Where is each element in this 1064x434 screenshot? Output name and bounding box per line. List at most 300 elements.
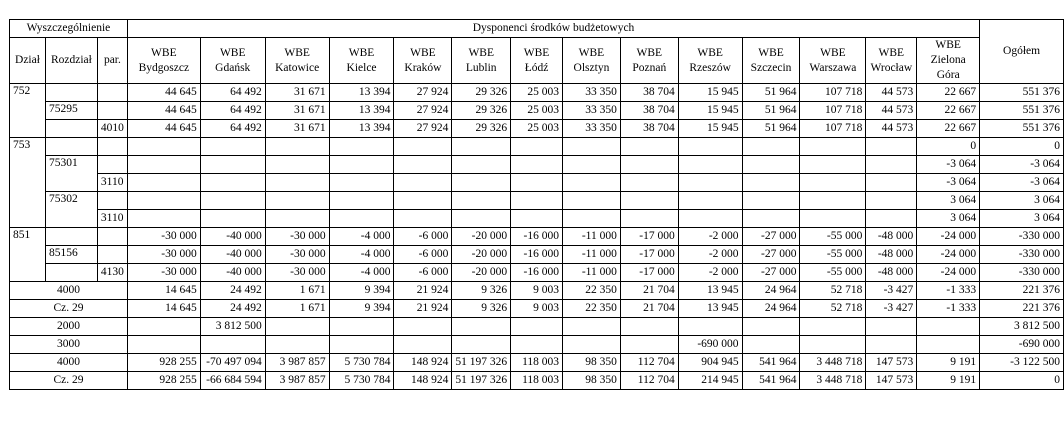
cell-value: 21 924 xyxy=(394,282,452,300)
cell-value: -20 000 xyxy=(452,228,511,246)
cell-value: -27 000 xyxy=(742,264,800,282)
cell-value xyxy=(800,210,866,228)
summary-label: 4000 xyxy=(10,282,128,300)
cell-value xyxy=(511,210,563,228)
cell-value: -30 000 xyxy=(265,228,329,246)
cell-value xyxy=(394,174,452,192)
cell-value xyxy=(394,336,452,354)
cell-value: -24 000 xyxy=(917,246,980,264)
cell-value xyxy=(265,336,329,354)
cell-value xyxy=(678,156,742,174)
cell-value: 24 492 xyxy=(200,282,265,300)
cell-value xyxy=(127,138,200,156)
cell-value: -70 497 094 xyxy=(200,354,265,372)
table-row xyxy=(10,84,1064,102)
cell-total: -330 000 xyxy=(980,228,1064,246)
cell-rozdzial xyxy=(45,264,97,282)
cell-value xyxy=(394,210,452,228)
cell-par xyxy=(97,102,127,120)
cell-value xyxy=(917,318,980,336)
cell-value: -30 000 xyxy=(265,246,329,264)
cell-value: -1 333 xyxy=(917,282,980,300)
cell-value xyxy=(452,318,511,336)
cell-total: 0 xyxy=(980,372,1064,390)
cell-rozdzial xyxy=(45,84,97,102)
cell-par xyxy=(97,246,127,264)
cell-value: 14 645 xyxy=(127,300,200,318)
cell-value: -6 000 xyxy=(394,264,452,282)
cell-value: -30 000 xyxy=(127,264,200,282)
cell-value: 27 924 xyxy=(394,120,452,138)
header-unit: WBE Katowice xyxy=(265,38,329,84)
cell-value: 44 573 xyxy=(866,84,917,102)
cell-value: 3 987 857 xyxy=(265,354,329,372)
cell-value: 21 924 xyxy=(394,300,452,318)
cell-value xyxy=(329,192,394,210)
table-row xyxy=(10,120,1064,138)
table-row xyxy=(10,138,1064,156)
cell-value xyxy=(265,210,329,228)
cell-value xyxy=(329,138,394,156)
header-dysponenci: Dysponenci środków budżetowych xyxy=(127,20,979,38)
cell-value: 51 964 xyxy=(742,84,800,102)
cell-value: 904 945 xyxy=(678,354,742,372)
cell-value xyxy=(127,156,200,174)
cell-value: 22 350 xyxy=(563,300,621,318)
table-row xyxy=(10,102,1064,120)
cell-value xyxy=(800,336,866,354)
cell-value: 38 704 xyxy=(620,84,678,102)
cell-value: 1 671 xyxy=(265,282,329,300)
summary-row xyxy=(10,318,1064,336)
cell-value xyxy=(866,336,917,354)
cell-total: 551 376 xyxy=(980,84,1064,102)
table-body xyxy=(10,84,1064,390)
cell-value: 29 326 xyxy=(452,120,511,138)
cell-value: 1 671 xyxy=(265,300,329,318)
cell-value xyxy=(800,138,866,156)
cell-value: 15 945 xyxy=(678,102,742,120)
cell-value: -27 000 xyxy=(742,228,800,246)
cell-value: 13 945 xyxy=(678,300,742,318)
cell-value: 9 191 xyxy=(917,372,980,390)
cell-value: 148 924 xyxy=(394,372,452,390)
cell-value: 13 394 xyxy=(329,84,394,102)
cell-value: 51 197 326 xyxy=(452,372,511,390)
cell-value: 31 671 xyxy=(265,120,329,138)
cell-value: 107 718 xyxy=(800,120,866,138)
table-row xyxy=(10,264,1064,282)
cell-value: -40 000 xyxy=(200,246,265,264)
cell-value: 38 704 xyxy=(620,120,678,138)
cell-value: 9 003 xyxy=(511,300,563,318)
cell-rozdzial: 75302 xyxy=(45,192,97,228)
cell-value: 0 xyxy=(917,138,980,156)
cell-value xyxy=(563,318,621,336)
cell-value: -2 000 xyxy=(678,228,742,246)
cell-value xyxy=(563,156,621,174)
cell-value xyxy=(127,318,200,336)
summary-row xyxy=(10,282,1064,300)
cell-dzial: 753 xyxy=(10,138,46,228)
cell-value: 33 350 xyxy=(563,84,621,102)
cell-par xyxy=(97,156,127,174)
cell-par: 4010 xyxy=(97,120,127,138)
cell-value: 29 326 xyxy=(452,102,511,120)
cell-value xyxy=(866,192,917,210)
cell-total: 3 812 500 xyxy=(980,318,1064,336)
cell-total: -3 064 xyxy=(980,174,1064,192)
cell-value: -1 333 xyxy=(917,300,980,318)
cell-value: 118 003 xyxy=(511,354,563,372)
cell-value: -4 000 xyxy=(329,264,394,282)
cell-value: -3 427 xyxy=(866,300,917,318)
cell-total: 221 376 xyxy=(980,300,1064,318)
table-row xyxy=(10,210,1064,228)
cell-value xyxy=(742,318,800,336)
cell-value xyxy=(200,174,265,192)
cell-value: -16 000 xyxy=(511,246,563,264)
cell-value: 33 350 xyxy=(563,102,621,120)
cell-value: -3 064 xyxy=(917,174,980,192)
cell-value: 25 003 xyxy=(511,84,563,102)
summary-row xyxy=(10,354,1064,372)
cell-value xyxy=(678,210,742,228)
cell-value xyxy=(452,336,511,354)
cell-value xyxy=(329,174,394,192)
cell-value xyxy=(265,156,329,174)
cell-rozdzial: 75301 xyxy=(45,156,97,192)
cell-value xyxy=(511,336,563,354)
cell-rozdzial xyxy=(45,120,97,138)
header-unit: WBE Olsztyn xyxy=(563,38,621,84)
cell-par xyxy=(97,228,127,246)
header-unit: WBE Kielce xyxy=(329,38,394,84)
cell-value xyxy=(742,138,800,156)
cell-value xyxy=(394,138,452,156)
cell-value xyxy=(394,156,452,174)
cell-value xyxy=(511,138,563,156)
cell-value xyxy=(329,336,394,354)
cell-total: 0 xyxy=(980,138,1064,156)
cell-value: -40 000 xyxy=(200,228,265,246)
cell-value: 3 987 857 xyxy=(265,372,329,390)
cell-value: -55 000 xyxy=(800,246,866,264)
cell-value xyxy=(563,138,621,156)
cell-value: 541 964 xyxy=(742,372,800,390)
cell-value: -2 000 xyxy=(678,246,742,264)
cell-value xyxy=(866,138,917,156)
header-unit: WBE Gdańsk xyxy=(200,38,265,84)
cell-value xyxy=(200,336,265,354)
cell-value: -48 000 xyxy=(866,228,917,246)
cell-value xyxy=(200,192,265,210)
cell-total: -690 000 xyxy=(980,336,1064,354)
cell-value: 64 492 xyxy=(200,120,265,138)
cell-value xyxy=(620,336,678,354)
cell-value: 21 704 xyxy=(620,282,678,300)
cell-value: 25 003 xyxy=(511,120,563,138)
table-row xyxy=(10,192,1064,210)
cell-value: 38 704 xyxy=(620,102,678,120)
header-dzial: Dział xyxy=(10,38,46,84)
cell-value xyxy=(127,174,200,192)
header-unit: WBE Wrocław xyxy=(866,38,917,84)
cell-value xyxy=(742,156,800,174)
cell-value: -30 000 xyxy=(127,228,200,246)
cell-value xyxy=(265,138,329,156)
cell-value xyxy=(265,318,329,336)
cell-value: 64 492 xyxy=(200,102,265,120)
cell-value xyxy=(917,336,980,354)
summary-row xyxy=(10,300,1064,318)
cell-value: -16 000 xyxy=(511,228,563,246)
summary-label: 4000 xyxy=(10,354,128,372)
cell-value xyxy=(329,156,394,174)
cell-value xyxy=(452,156,511,174)
cell-value: 22 667 xyxy=(917,84,980,102)
cell-dzial: 851 xyxy=(10,228,46,282)
cell-value xyxy=(742,174,800,192)
cell-value xyxy=(329,318,394,336)
cell-value: 541 964 xyxy=(742,354,800,372)
cell-par xyxy=(97,192,127,210)
cell-value xyxy=(394,192,452,210)
cell-total: -3 064 xyxy=(980,156,1064,174)
cell-value xyxy=(866,174,917,192)
cell-value: -11 000 xyxy=(563,264,621,282)
cell-value: 44 645 xyxy=(127,120,200,138)
cell-value: 27 924 xyxy=(394,84,452,102)
cell-value xyxy=(452,210,511,228)
cell-value xyxy=(678,192,742,210)
cell-value: 52 718 xyxy=(800,300,866,318)
cell-value: 13 394 xyxy=(329,120,394,138)
summary-label: Cz. 29 xyxy=(10,372,128,390)
cell-total: -330 000 xyxy=(980,264,1064,282)
cell-value: 31 671 xyxy=(265,102,329,120)
cell-value xyxy=(620,138,678,156)
cell-value: -3 427 xyxy=(866,282,917,300)
cell-par xyxy=(97,138,127,156)
cell-value: -690 000 xyxy=(678,336,742,354)
cell-value: -17 000 xyxy=(620,246,678,264)
cell-value: -66 684 594 xyxy=(200,372,265,390)
cell-value: -4 000 xyxy=(329,228,394,246)
cell-value: 51 197 326 xyxy=(452,354,511,372)
cell-value xyxy=(394,318,452,336)
cell-value: 22 667 xyxy=(917,120,980,138)
cell-value: 25 003 xyxy=(511,102,563,120)
cell-total: 3 064 xyxy=(980,210,1064,228)
cell-total: 3 064 xyxy=(980,192,1064,210)
cell-value: 24 964 xyxy=(742,282,800,300)
cell-value: -55 000 xyxy=(800,264,866,282)
cell-value xyxy=(866,210,917,228)
cell-value: 24 964 xyxy=(742,300,800,318)
summary-row xyxy=(10,372,1064,390)
cell-rozdzial: 75295 xyxy=(45,102,97,120)
cell-value: 3 448 718 xyxy=(800,354,866,372)
cell-rozdzial xyxy=(45,138,97,156)
cell-value: 64 492 xyxy=(200,84,265,102)
cell-total: -330 000 xyxy=(980,246,1064,264)
cell-dzial: 752 xyxy=(10,84,46,138)
cell-value xyxy=(563,192,621,210)
cell-value: 27 924 xyxy=(394,102,452,120)
cell-value: 15 945 xyxy=(678,84,742,102)
summary-row xyxy=(10,336,1064,354)
cell-value: -11 000 xyxy=(563,246,621,264)
cell-value: 33 350 xyxy=(563,120,621,138)
cell-value: 13 945 xyxy=(678,282,742,300)
cell-par xyxy=(97,84,127,102)
cell-value: 9 394 xyxy=(329,282,394,300)
cell-value: 22 350 xyxy=(563,282,621,300)
cell-value xyxy=(866,156,917,174)
header-unit: WBE Poznań xyxy=(620,38,678,84)
header-unit: WBE Warszawa xyxy=(800,38,866,84)
header-wyszczegolnienie: Wyszczególnienie xyxy=(10,20,128,38)
table-row xyxy=(10,156,1064,174)
cell-value: 147 573 xyxy=(866,372,917,390)
header-unit: WBE Lublin xyxy=(452,38,511,84)
header-unit: WBE Łódź xyxy=(511,38,563,84)
cell-value: 3 064 xyxy=(917,192,980,210)
cell-total: 551 376 xyxy=(980,120,1064,138)
cell-value: 51 964 xyxy=(742,102,800,120)
cell-value: -20 000 xyxy=(452,246,511,264)
cell-value: 214 945 xyxy=(678,372,742,390)
table-row xyxy=(10,228,1064,246)
cell-value: -48 000 xyxy=(866,264,917,282)
cell-value: 24 492 xyxy=(200,300,265,318)
header-unit: WBE Szczecin xyxy=(742,38,800,84)
cell-value: 51 964 xyxy=(742,120,800,138)
cell-value: 44 573 xyxy=(866,102,917,120)
cell-par: 3110 xyxy=(97,174,127,192)
cell-value: -30 000 xyxy=(265,264,329,282)
cell-total: 551 376 xyxy=(980,102,1064,120)
cell-value: 5 730 784 xyxy=(329,354,394,372)
summary-label: 3000 xyxy=(10,336,128,354)
cell-par: 3110 xyxy=(97,210,127,228)
cell-value xyxy=(200,156,265,174)
cell-value: -55 000 xyxy=(800,228,866,246)
cell-value xyxy=(511,156,563,174)
cell-value xyxy=(742,210,800,228)
cell-value: 3 812 500 xyxy=(200,318,265,336)
header-par: par. xyxy=(97,38,127,84)
cell-value xyxy=(866,318,917,336)
cell-value xyxy=(127,336,200,354)
table-row xyxy=(10,246,1064,264)
cell-value xyxy=(127,210,200,228)
cell-value xyxy=(563,174,621,192)
cell-value: -30 000 xyxy=(127,246,200,264)
cell-value: 5 730 784 xyxy=(329,372,394,390)
cell-value xyxy=(800,156,866,174)
cell-value: 107 718 xyxy=(800,102,866,120)
cell-value xyxy=(742,192,800,210)
cell-value xyxy=(620,156,678,174)
cell-value: 928 255 xyxy=(127,372,200,390)
cell-value: 13 394 xyxy=(329,102,394,120)
cell-value: 21 704 xyxy=(620,300,678,318)
cell-par: 4130 xyxy=(97,264,127,282)
cell-value: 118 003 xyxy=(511,372,563,390)
header-unit: WBE Kraków xyxy=(394,38,452,84)
cell-value xyxy=(620,210,678,228)
budget-table xyxy=(9,19,1064,390)
cell-value xyxy=(511,174,563,192)
cell-value: 44 573 xyxy=(866,120,917,138)
cell-value: 107 718 xyxy=(800,84,866,102)
cell-value: 98 350 xyxy=(563,372,621,390)
cell-value xyxy=(452,192,511,210)
cell-value: -16 000 xyxy=(511,264,563,282)
cell-value: -6 000 xyxy=(394,246,452,264)
cell-value: 147 573 xyxy=(866,354,917,372)
cell-value xyxy=(620,318,678,336)
cell-value xyxy=(511,318,563,336)
cell-value: 44 645 xyxy=(127,84,200,102)
cell-value: 29 326 xyxy=(452,84,511,102)
cell-value: 15 945 xyxy=(678,120,742,138)
header-unit: WBE Bydgoszcz xyxy=(127,38,200,84)
cell-value: 9 394 xyxy=(329,300,394,318)
cell-value xyxy=(265,174,329,192)
cell-value xyxy=(200,210,265,228)
cell-value: 112 704 xyxy=(620,354,678,372)
cell-value: 112 704 xyxy=(620,372,678,390)
cell-value: 44 645 xyxy=(127,102,200,120)
header-unit: WBE Zielona Góra xyxy=(917,38,980,84)
cell-value xyxy=(800,318,866,336)
cell-value xyxy=(800,174,866,192)
table-row xyxy=(10,174,1064,192)
cell-value xyxy=(620,174,678,192)
cell-rozdzial xyxy=(45,228,97,246)
cell-value: 9 326 xyxy=(452,300,511,318)
cell-value xyxy=(127,192,200,210)
cell-total: 221 376 xyxy=(980,282,1064,300)
cell-value: 3 064 xyxy=(917,210,980,228)
cell-value: 9 003 xyxy=(511,282,563,300)
cell-value xyxy=(200,138,265,156)
cell-value xyxy=(678,174,742,192)
cell-value: -4 000 xyxy=(329,246,394,264)
cell-value: -27 000 xyxy=(742,246,800,264)
summary-label: Cz. 29 xyxy=(10,300,128,318)
cell-value: 928 255 xyxy=(127,354,200,372)
cell-value: 9 326 xyxy=(452,282,511,300)
cell-value: -48 000 xyxy=(866,246,917,264)
cell-value: 14 645 xyxy=(127,282,200,300)
cell-value: -24 000 xyxy=(917,264,980,282)
cell-value xyxy=(329,210,394,228)
cell-value: 52 718 xyxy=(800,282,866,300)
cell-value: -20 000 xyxy=(452,264,511,282)
cell-value: 22 667 xyxy=(917,102,980,120)
cell-value xyxy=(563,336,621,354)
cell-value: -24 000 xyxy=(917,228,980,246)
cell-value: 148 924 xyxy=(394,354,452,372)
cell-value: -40 000 xyxy=(200,264,265,282)
cell-value: 3 448 718 xyxy=(800,372,866,390)
header-rozdzial: Rozdział xyxy=(45,38,97,84)
cell-value xyxy=(678,138,742,156)
